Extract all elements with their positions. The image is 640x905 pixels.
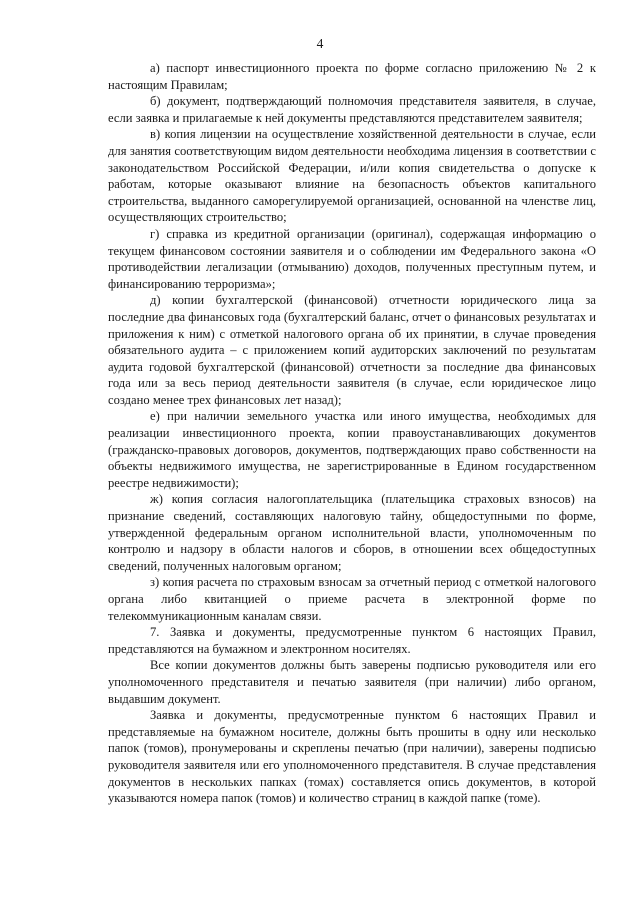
item-d-financial-statements: д) копии бухгалтерской (финансовой) отчетности юридического лица за последние два финансовых года (бухгалтерский баланс, отчет о финансовых результатах и приложения к ним) с отметкой налогового органа об их принятии, в случае проведения обязательного аудита – с приложением копий аудиторских заключений по результатам аудита годовой бухгалтерской (финансовой) отчетности за последние два финансовых года или за весь период деятельности заявителя (в случае, если юридическое лицо создано менее трех финансовых лет назад); — [108, 293, 596, 407]
document-body — [108, 60, 596, 807]
clause-7-submission-media: 7. Заявка и документы, предусмотренные пунктом 6 настоящих Правил, представляются на бумажном и электронном носителях. — [108, 625, 596, 656]
item-v-license-copy: в) копия лицензии на осуществление хозяйственной деятельности в случае, если для занятия соответствующим видом деятельности необходима лицензия в соответствии с законодательством Российской Федерации, и/или копия свидетельства о допуске к работам, которые оказывают влияние на безопасность объектов капитального строительства, выданного саморегулируемой организацией, основанной на членстве лиц, осуществляющих строительство; — [108, 127, 596, 225]
clause-paper-binding: Заявка и документы, предусмотренные пунктом 6 настоящих Правил и представляемые на бумажном носителе, должны быть прошиты в одну или несколько папок (томов), пронумерованы и скреплены печатью (при наличии), заверены подписью руководителя заявителя или его уполномоченного представителя. В случае представления документов в нескольких папках (томах) составляется опись документов, в которой указываются номера папок (томов) и количество страниц в каждой папке (томе). — [108, 708, 596, 806]
item-e-property-documents: е) при наличии земельного участка или иного имущества, необходимых для реализации инвестиционного проекта, копии правоустанавливающих документов (гражданско-правовых договоров, документов, подтверждающих право собственности на объекты недвижимого имущества, не зарегистрированные в Едином государственном реестре недвижимости); — [108, 409, 596, 490]
item-a-investment-passport: а) паспорт инвестиционного проекта по форме согласно приложению № 2 к настоящим Правилам; — [108, 61, 596, 92]
item-zh-taxpayer-consent: ж) копия согласия налогоплательщика (плательщика страховых взносов) на признание сведений, составляющих налоговую тайну, общедоступными по форме, утвержденной федеральным органом исполнительной власти, уполномоченным по контролю и надзору в области налогов и сборов, в отношении всех общедоступных сведений, полученных налоговым органом; — [108, 492, 596, 573]
item-g-bank-statement: г) справка из кредитной организации (оригинал), содержащая информацию о текущем финансовом состоянии заявителя и о соблюдении им Федерального закона «О противодействии легализации (отмыванию) доходов, полученных преступным путем, и финансированию терроризма»; — [108, 226, 596, 291]
clause-copies-certification: Все копии документов должны быть заверены подписью руководителя или его уполномоченного представителя и печатью заявителя (при наличии) либо органом, выдавшим документ. — [108, 658, 596, 706]
item-z-insurance-calculation: з) копия расчета по страховым взносам за отчетный период с отметкой налогового органа либо квитанцией о приеме расчета в электронной форме по телекоммуникационным каналам связи. — [108, 575, 596, 623]
item-b-representative-authority: б) документ, подтверждающий полномочия представителя заявителя, в случае, если заявка и прилагаемые к ней документы представляются представителем заявителя; — [108, 94, 596, 125]
page-number: 4 — [316, 36, 324, 51]
